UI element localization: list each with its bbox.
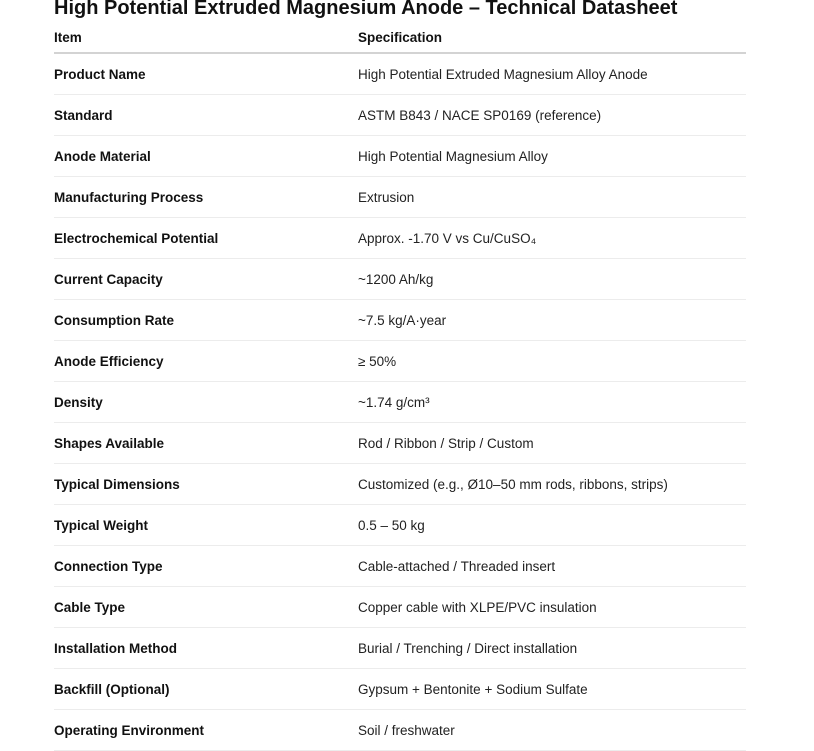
table-row xyxy=(54,505,746,546)
row-item: Standard xyxy=(54,95,358,136)
row-item: Operating Environment xyxy=(54,710,358,751)
row-spec: 0.5 – 50 kg xyxy=(358,505,746,546)
row-spec: Rod / Ribbon / Strip / Custom xyxy=(358,423,746,464)
row-item: Manufacturing Process xyxy=(54,177,358,218)
row-item: Connection Type xyxy=(54,546,358,587)
row-item: Density xyxy=(54,382,358,423)
row-spec: Copper cable with XLPE/PVC insulation xyxy=(358,587,746,628)
row-spec: High Potential Extruded Magnesium Alloy Anode xyxy=(358,53,746,95)
row-item: Product Name xyxy=(54,53,358,95)
row-spec: Burial / Trenching / Direct installation xyxy=(358,628,746,669)
spec-table xyxy=(54,30,746,751)
row-spec: Gypsum + Bentonite + Sodium Sulfate xyxy=(358,669,746,710)
table-row xyxy=(54,423,746,464)
column-header-item: Item xyxy=(54,30,358,53)
table-row xyxy=(54,177,746,218)
row-item: Shapes Available xyxy=(54,423,358,464)
datasheet xyxy=(54,0,746,751)
table-row xyxy=(54,669,746,710)
table-row xyxy=(54,710,746,751)
row-item: Anode Efficiency xyxy=(54,341,358,382)
row-spec: ~1200 Ah/kg xyxy=(358,259,746,300)
table-row xyxy=(54,382,746,423)
row-spec: ~1.74 g/cm³ xyxy=(358,382,746,423)
row-item: Typical Weight xyxy=(54,505,358,546)
row-item: Current Capacity xyxy=(54,259,358,300)
row-spec: ASTM B843 / NACE SP0169 (reference) xyxy=(358,95,746,136)
row-spec: ≥ 50% xyxy=(358,341,746,382)
row-spec: Customized (e.g., Ø10–50 mm rods, ribbons, strips) xyxy=(358,464,746,505)
table-row xyxy=(54,259,746,300)
row-item: Cable Type xyxy=(54,587,358,628)
table-row xyxy=(54,341,746,382)
row-item: Backfill (Optional) xyxy=(54,669,358,710)
row-spec: Extrusion xyxy=(358,177,746,218)
row-item: Consumption Rate xyxy=(54,300,358,341)
page-title: High Potential Extruded Magnesium Anode – Technical Datasheet xyxy=(54,0,678,19)
row-item: Installation Method xyxy=(54,628,358,669)
table-row xyxy=(54,587,746,628)
table-row xyxy=(54,300,746,341)
table-row xyxy=(54,218,746,259)
row-item: Typical Dimensions xyxy=(54,464,358,505)
table-header-row xyxy=(54,30,746,53)
table-row xyxy=(54,546,746,587)
row-spec: Approx. -1.70 V vs Cu/CuSO₄ xyxy=(358,218,746,259)
row-spec: Cable-attached / Threaded insert xyxy=(358,546,746,587)
row-spec: Soil / freshwater xyxy=(358,710,746,751)
table-row xyxy=(54,53,746,95)
column-header-specification: Specification xyxy=(358,30,746,53)
table-row xyxy=(54,464,746,505)
row-spec: High Potential Magnesium Alloy xyxy=(358,136,746,177)
table-row xyxy=(54,95,746,136)
row-spec: ~7.5 kg/A·year xyxy=(358,300,746,341)
table-row xyxy=(54,136,746,177)
row-item: Electrochemical Potential xyxy=(54,218,358,259)
table-row xyxy=(54,628,746,669)
row-item: Anode Material xyxy=(54,136,358,177)
